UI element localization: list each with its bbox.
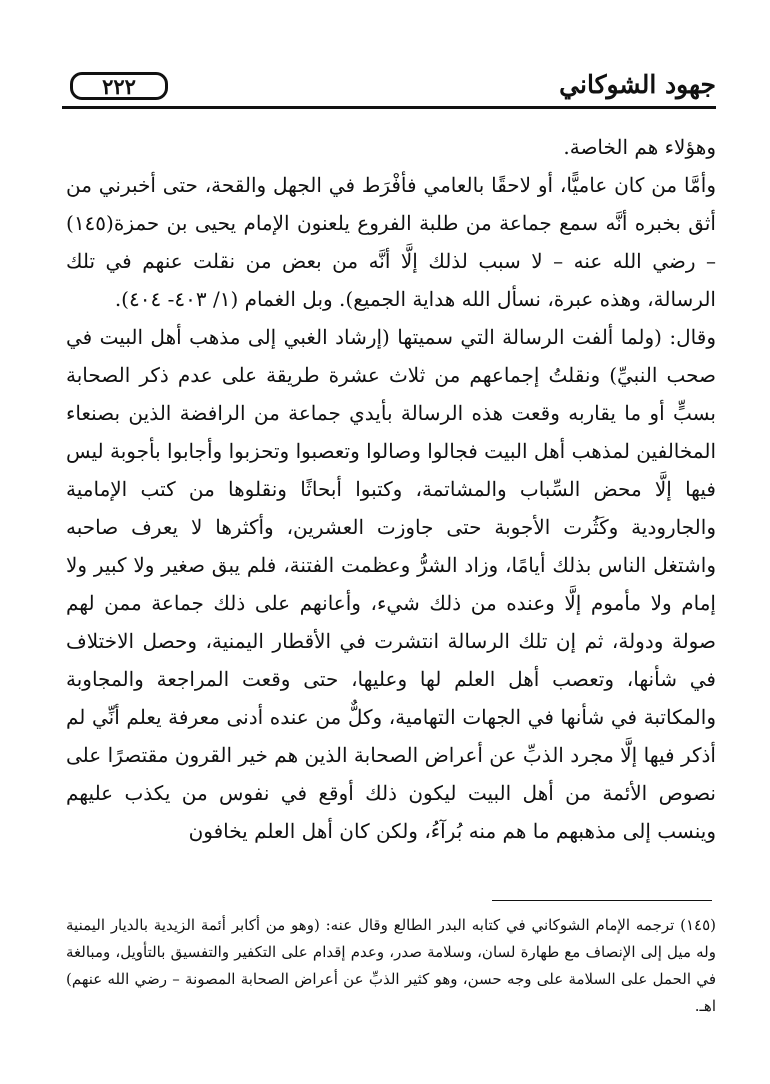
paragraph: وهؤلاء هم الخاصة. (563, 135, 716, 159)
page-number: ٢٢٢ (70, 72, 168, 100)
header-rule (62, 106, 716, 109)
running-title: جهود الشوكاني (559, 70, 716, 99)
footnotes (66, 912, 716, 1020)
paragraph: وقال: (ولما ألفت الرسالة التي سميتها (إرشاد الغبي إلى مذهب أهل البيت في صحب النبيِّ) ونقلتُ إجماعهم من ثلاث عشرة طريقة على عدم ذكر الصحابة بسبٍّ أو ما يقاربه وقعت هذه الرسالة بأيدي جماعة من الرافضة الذين بصنعاء المخالفين لمذهب أهل البيت فجالوا وصالوا وتعصبوا وتحزبوا وأجابوا بأجوبة ليس فيها إلَّا محض السِّباب والمشاتمة، وكتبوا أبحاثًا ونقلوها من كتب الإمامية والجارودية وكَثُرت الأجوبة حتى جاوزت العشرين، وأكثرها لا يعرف صاحبه واشتغل الناس بذلك أيامًا، وزاد الشرُّ وعظمت الفتنة، فلم يبق صغير ولا كبير ولا إمام ولا مأموم إلَّا وعنده من ذلك شيء، وأعانهم على ذلك جماعة ممن لهم صولة ودولة، ثم إن تلك الرسالة انتشرت في الأقطار اليمنية، وحصل الاختلاف في شأنها، وتعصب أهل العلم لها وعليها، حتى وقعت المراجعة والمجاوبة والمكاتبة في شأنها في الجهات التهامية، وكلٌّ من عنده أدنى معرفة يعلم أنِّي لم أذكر فيها إلَّا مجرد الذبِّ عن أعراض الصحابة الذين هم خير القرون مقتصرًا على نصوص الأئمة من أهل البيت ليكون ذلك أوقع في نفوس من يكذب عليهم وينسب إلى مذهبهم ما هم منه بُرآءُ، ولكن كان أهل العلم يخافون (66, 325, 717, 843)
page-header (62, 68, 716, 110)
footnote-separator (492, 900, 712, 901)
footnote: (١٤٥) ترجمه الإمام الشوكاني في كتابه البدر الطالع وقال عنه: (وهو من أكابر أئمة الزيدية بالديار اليمنية وله ميل إلى الإنصاف مع طهارة لسان، وسلامة صدر، وعدم إقدام على التكفير والتفسيق بالتأويل، ومبالغة في الحمل على السلامة على وجه حسن، وهو كثير الذبِّ عن أعراض الصحابة المصونة – رضي الله عنهم) اهـ. (66, 916, 716, 1015)
main-text (66, 128, 716, 850)
paragraph: وأمَّا من كان عاميًّا، أو لاحقًا بالعامي فأفْرَط في الجهل والقحة، حتى أخبرني من أثق بخبره أنَّه سمع جماعة من طلبة الفروع يلعنون الإمام يحيى بن حمزة(١٤٥) – رضي الله عنه – لا سبب لذلك إلَّا أنَّه من بعض من نقلت عنهم في تلك الرسالة، وهذه عبرة، نسأل الله هداية الجميع). وبل الغمام (١/ ٤٠٣- ٤٠٤). (66, 173, 716, 311)
